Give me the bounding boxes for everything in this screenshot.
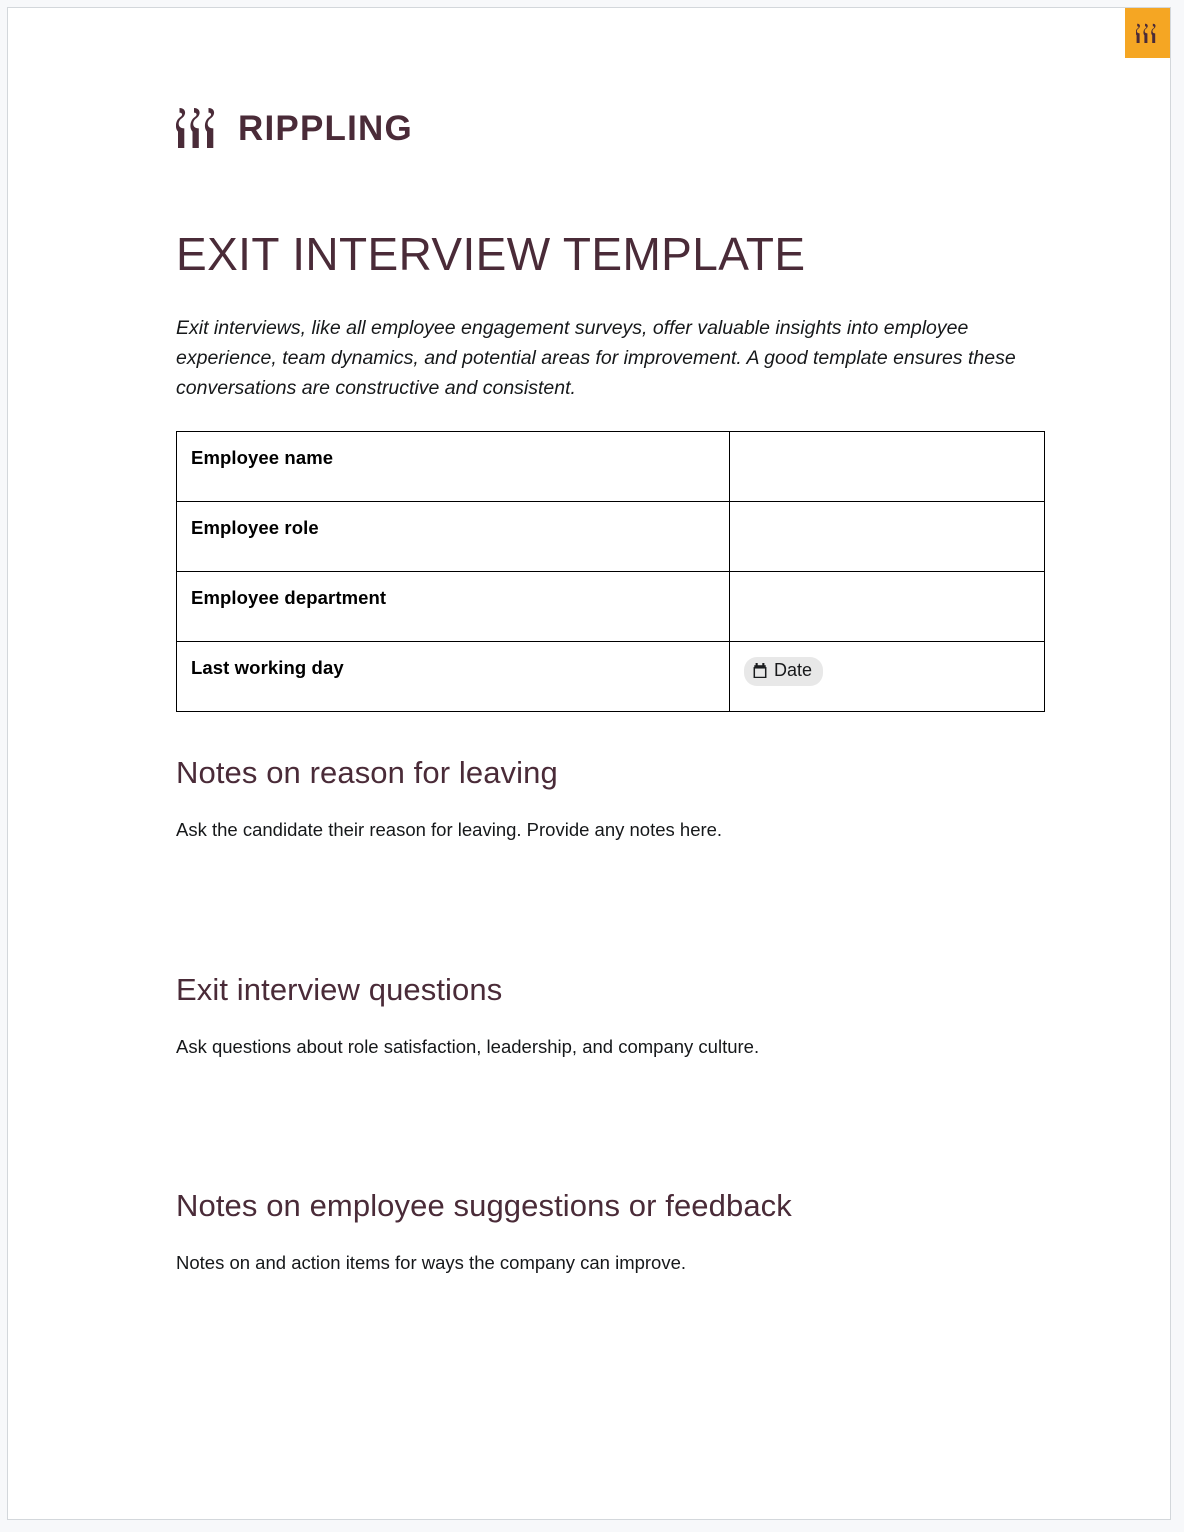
section-notes-on-employee-suggestions-or-feedback [176, 1187, 1052, 1362]
page-title: EXIT INTERVIEW TEMPLATE [176, 228, 806, 280]
brand-logo-lockup [176, 8, 1052, 151]
row-label-employee-department: Employee department [177, 572, 730, 642]
section-heading: Exit interview questions [176, 971, 503, 1007]
row-label-employee-name: Employee name [177, 432, 730, 502]
document-page [7, 7, 1171, 1520]
row-value-employee-name[interactable] [730, 432, 1045, 502]
row-value-employee-role[interactable] [730, 502, 1045, 572]
row-label-last-working-day: Last working day [177, 642, 730, 712]
rippling-badge-mark-icon [1136, 23, 1160, 44]
date-chip-label: Date [774, 660, 813, 681]
section-heading: Notes on reason for leaving [176, 755, 558, 791]
brand-wordmark: RIPPLING [238, 108, 413, 148]
row-label-employee-role: Employee role [177, 502, 730, 572]
section-answer-area[interactable] [176, 1079, 1052, 1145]
section-exit-interview-questions [176, 971, 1052, 1146]
table-row [177, 572, 1045, 642]
page-content [176, 8, 1052, 1362]
table-row [177, 642, 1045, 712]
section-answer-area[interactable] [176, 1296, 1052, 1362]
section-notes-on-reason-for-leaving [176, 754, 1052, 929]
rippling-logo-mark-icon [176, 106, 220, 150]
row-value-employee-department[interactable] [730, 572, 1045, 642]
calendar-icon [753, 663, 767, 678]
employee-info-table [176, 431, 1045, 712]
section-answer-area[interactable] [176, 863, 1052, 929]
section-body: Ask the candidate their reason for leaving. Provide any notes here. [176, 819, 723, 841]
table-row [177, 432, 1045, 502]
row-value-last-working-day[interactable] [730, 642, 1045, 712]
section-body: Ask questions about role satisfaction, leadership, and company culture. [176, 1035, 760, 1057]
section-heading: Notes on employee suggestions or feedback [176, 1188, 792, 1224]
intro-paragraph: Exit interviews, like all employee engagement surveys, offer valuable insights into employee experience, team dynamics, and potential areas for improvement. A good template ensures these conversations are constructive and consistent. [176, 317, 1016, 399]
table-row [177, 502, 1045, 572]
section-body: Notes on and action items for ways the company can improve. [176, 1252, 687, 1274]
brand-corner-badge [1125, 8, 1170, 58]
date-picker-chip[interactable] [744, 657, 823, 686]
